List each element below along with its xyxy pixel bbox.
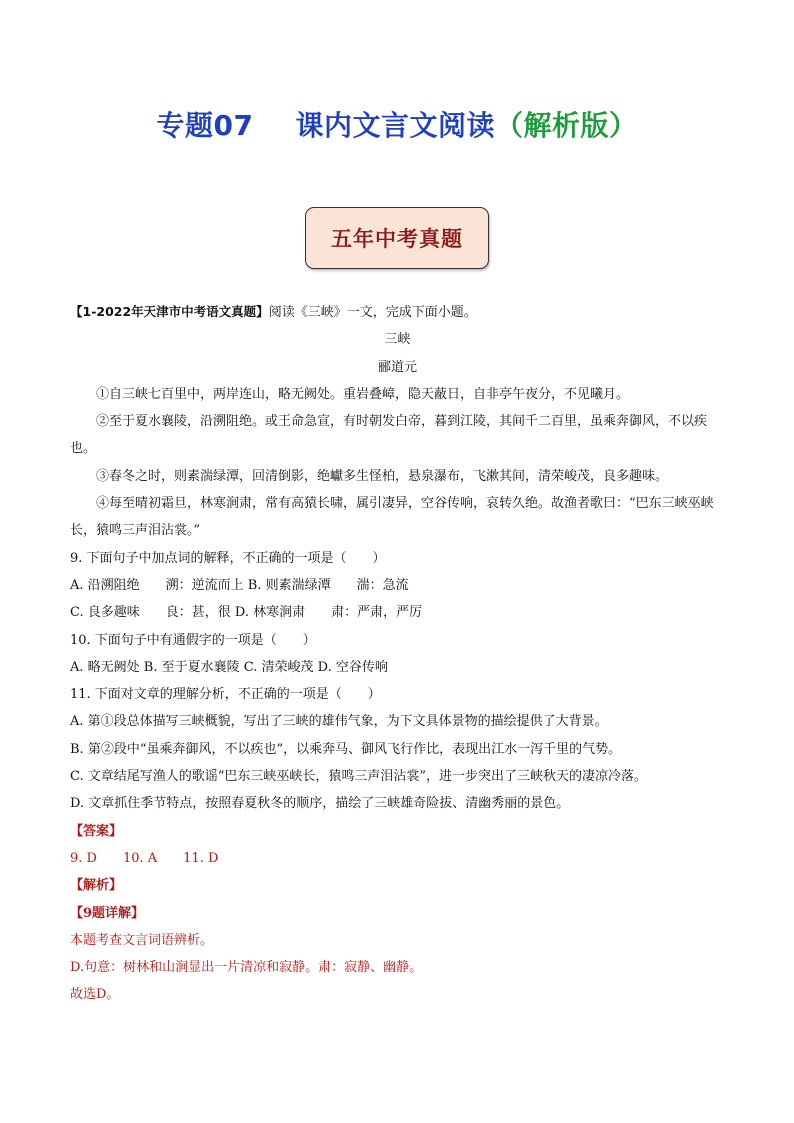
title-topic-number: 专题07 — [156, 109, 254, 142]
answer-text: 9. D 10. A 11. D — [70, 850, 219, 866]
q9-stem: 9. 下面句子中加点词的解释，不正确的一项是（ ） — [70, 550, 386, 566]
question-source: 【1-2022年天津市中考语文真题】 — [70, 304, 269, 319]
q11-option-d: D. 文章抓住季节特点，按照春夏秋冬的顺序，描绘了三峡雄奇险拔、清幽秀丽的景色。 — [70, 796, 570, 812]
answer-label: 【答案】 — [70, 823, 123, 839]
question-intro — [70, 298, 725, 326]
q11-option-c: C. 文章结尾写渔人的歌谣“巴东三峡巫峡长，猿鸣三声泪沾裳”，进一步突出了三峡秋天的凄凉冷落。 — [70, 769, 648, 785]
q10-stem: 10. 下面句子中有通假字的一项是（ ） — [70, 632, 316, 648]
passage-paragraph-4: ④每至晴初霜旦，林寒涧肃，常有高猿长啸，属引凄异，空谷传响，哀转久绝。故渔者歌曰：“巴东三峡巫峡长，猿鸣三声泪沾裳。” — [70, 496, 714, 539]
analysis-sub-label: 【9题详解】 — [70, 905, 145, 921]
q11-option-a: A. 第①段总体描写三峡概貌，写出了三峡的雄伟气象，为下文具体景物的描绘提供了大背景。 — [70, 714, 608, 730]
section-banner-label: 五年中考真题 — [331, 226, 463, 251]
section-banner — [305, 207, 489, 269]
passage-paragraph-1: ①自三峡七百里中，两岸连山，略无阙处。重岩叠嶂，隐天蔽日，自非亭午夜分，不见曦月。 — [96, 386, 630, 402]
q11-option-b: B. 第②段中“虽乘奔御风，不以疾也”，以乘奔马、御风飞行作比，表现出江水一泻千里的气势。 — [70, 741, 622, 757]
passage-title: 三峡 — [384, 332, 411, 348]
question-body — [70, 298, 725, 1009]
question-instruction: 阅读《三峡》一文，完成下面小题。 — [268, 305, 477, 320]
analysis-line-2: D.句意：树林和山涧显出一片清凉和寂静。肃：寂静、幽静。 — [70, 960, 423, 976]
analysis-line-3: 故选D。 — [70, 987, 120, 1003]
q10-options-line-1: A. 略无阙处 B. 至于夏水襄陵 C. 清荣峻茂 D. 空谷传响 — [70, 659, 388, 675]
passage-paragraph-2: ②至于夏水襄陵，沿溯阻绝。或王命急宣，有时朝发白帝，暮到江陵，其间千二百里，虽乘奔御风，不以疾也。 — [70, 414, 708, 457]
q9-options-line-2: C. 良多趣味 良：甚，很 D. 林寒涧肃 肃：严肃，严厉 — [70, 605, 423, 621]
page-title — [0, 104, 794, 144]
passage-paragraph-3: ③春冬之时，则素湍绿潭，回清倒影，绝巘多生怪柏，悬泉瀑布，飞漱其间，清荣峻茂，良多趣味。 — [96, 468, 669, 484]
analysis-line-1: 本题考查文言词语辨析。 — [70, 932, 214, 948]
analysis-label: 【解析】 — [70, 878, 123, 894]
q9-options-line-1: A. 沿溯阻绝 溯：逆流而上 B. 则素湍绿潭 湍：急流 — [70, 577, 409, 593]
title-topic-name: 课内文言文阅读 — [295, 109, 495, 142]
title-edition: （解析版） — [494, 109, 638, 142]
q11-stem: 11. 下面对文章的理解分析，不正确的一项是（ ） — [70, 687, 381, 703]
passage-author: 郦道元 — [377, 359, 417, 375]
